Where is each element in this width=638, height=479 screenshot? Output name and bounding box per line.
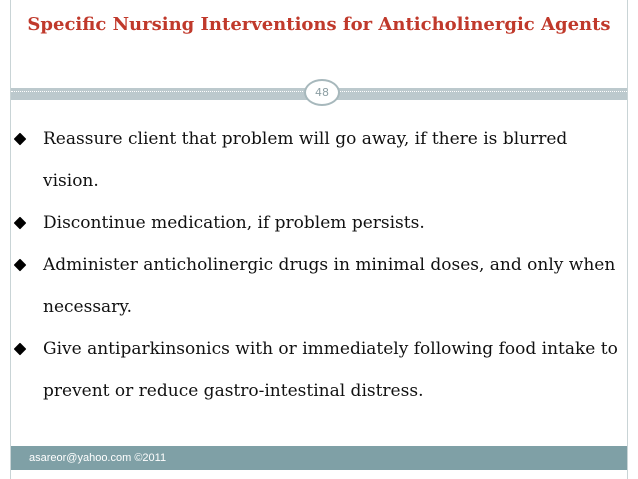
bullet-text: Administer anticholinergic drugs in minimal doses, and only when necessary.: [43, 255, 616, 317]
diamond-bullet-icon: [14, 343, 27, 356]
diamond-bullet-icon: [14, 217, 27, 230]
slide-number-badge: 48: [304, 79, 340, 106]
bullet-item: [14, 244, 618, 328]
bullet-text: Give antiparkinsonics with or immediately following food intake to prevent or reduce gastro-intestinal distress.: [43, 339, 618, 401]
slide-frame-left: [10, 0, 11, 479]
bullet-item: [14, 328, 618, 412]
bullet-list: [14, 118, 618, 412]
bullet-item: [14, 202, 618, 244]
footer-credit: asareor@yahoo.com ©2011: [29, 452, 167, 464]
diamond-bullet-icon: [14, 259, 27, 272]
bullet-text: Discontinue medication, if problem persists.: [43, 213, 425, 233]
diamond-bullet-icon: [14, 133, 27, 146]
bullet-item: [14, 118, 618, 202]
bullet-text: Reassure client that problem will go away, if there is blurred vision.: [43, 129, 568, 191]
slide-title: Specific Nursing Interventions for Anticholinergic Agents: [27, 14, 611, 35]
slide-frame-right: [627, 0, 628, 479]
